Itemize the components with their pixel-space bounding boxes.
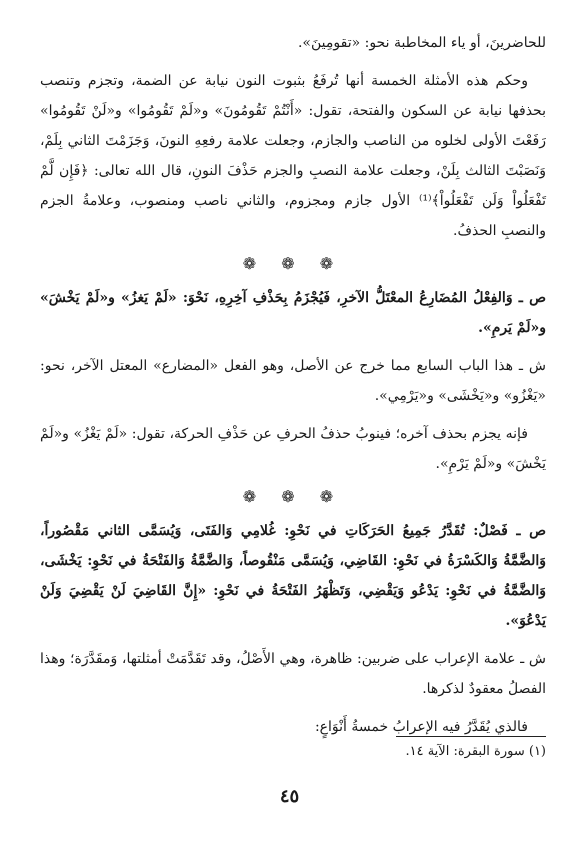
paragraph-text-implied-marks: ص ـ فَصْلٌ: تُقَدَّرُ جَمِيعُ الحَرَكَاتِ في نَحْوِ: غُلامِي وَالفَتَى، وَيُسَمَّى الثاني مَقْصُوراً، وَالضَّمَّةُ وَالكَسْرَةُ في نَحْوِ: القَاضِي، وَيُسَمَّى مَنْقُوصاً، وَالضَّمَّةُ وَالفَتْحَةُ في نَحْوِ: يَخْشَى، وَالضَّمَّةُ في نَحْوِ: يَدْعُو وَيَقْضِي، وَتَظْهَرُ الفَتْحَةُ في نَحْوِ: «إِنَّ القَاضِيَ لَنْ يَقْضِيَ وَلَنْ يَدْعُوَ». [40, 523, 546, 629]
section-separator-1: ❁ ❁ ❁ [242, 254, 344, 273]
paragraph-explanation-defective-verb: ش ـ هذا الباب السابع مما خرج عن الأصل، وهو الفعل «المضارع» المعتل الآخر، نحو: «يَغْزُو» و«يَخْشَى» و«يَرْمِي». [40, 358, 546, 404]
paragraph-text-defective-verb: ص ـ وَالفِعْلُ المُضَارِعُ المعْتَلُّ الآخرِ، فَيُجْزَمُ بِحَذْفِ آخِرِهِ، نَحْوَ: «لَمْ يَغزُ» و«لَمْ يَخْشَ» و«لَمْ يَرمِ». [40, 290, 546, 336]
paragraph-continuation: للحاضرينَ، أو ياء المخاطبة نحو: «تقومِينَ». [297, 35, 546, 51]
paragraph-five-verbs-rule: وحكم هذه الأمثلة الخمسة أنها تُرفَعُ بثبوت النون نيابة عن الضمة، وتجزم وتنصب بحذفها نيابة عن السكون والفتحة، تقول: «أَنْتُمْ تَقُومُونَ» و«لَمْ تَقُومُوا» و«لَنْ تَقُومُوا» رَفَعْتَ الأولى لخلوه من الناصب والجازم، وجعلت علامة رفعِهِ النونَ، وَجَزَمْتَ الثاني بِلَمْ، وَنَصَبْتَ الثالث بِلَنْ، وجعلت علامة النصبِ والجزم حَذْفَ النونِ، قال الله تعالى: ﴿فَإِن لَّمْ تَفْعَلُواْ وَلَن تَفْعَلُواْ﴾⁽¹⁾ الأول جازم ومجزوم، والثاني ناصب ومنصوب، وعلامةُ الجزم والنصبِ الحذفُ. [40, 73, 546, 239]
paragraph-five-types: فالذي يُقَدَّرُ فيه الإعرابُ خمسةُ أَنْوَاعٍ: [314, 719, 528, 735]
paragraph-explanation-marks: ش ـ علامة الإعراب على ضربين: ظاهرة، وهي الأَصْلُ، وقد تَقَدَّمَتْ أمثلتها، وَمقَدَّرَة؛ وهذا الفصلُ معقودٌ لذكرها. [40, 651, 546, 697]
section-separator-2: ❁ ❁ ❁ [242, 487, 344, 506]
footnote: (١) سورة البقرة: الآية ١٤. [405, 744, 546, 759]
page-number: ٤٥ [279, 786, 300, 807]
footnote-divider [396, 736, 546, 737]
page-body [40, 28, 546, 750]
paragraph-jussive-deletion: فإنه يجزم بحذف آخره؛ فينوبُ حذفُ الحرفِ عن حَذْفِ الحركة، تقول: «لَمْ يَغْزُ» و«لَمْ يَخْشَ» و«لَمْ يَرْمِ». [40, 426, 546, 472]
